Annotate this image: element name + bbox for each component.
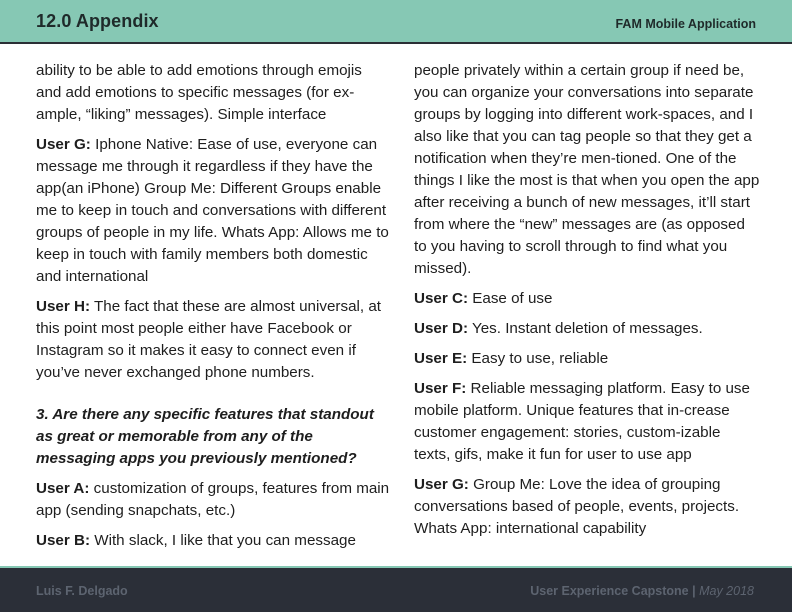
footer-course-info <box>530 584 754 598</box>
user-label: User G: <box>414 476 469 493</box>
response-text: With slack, I like that you can message <box>90 532 356 549</box>
right-column <box>414 60 760 548</box>
left-column <box>36 60 391 560</box>
user-label: User E: <box>414 350 468 367</box>
user-label: User B: <box>36 532 91 549</box>
user-response <box>414 288 760 310</box>
page-footer <box>0 566 792 612</box>
user-response <box>414 318 760 340</box>
user-label: User D: <box>414 320 469 337</box>
question-heading: 3. Are there any specific features that standout as great or memorable from any of the messaging apps you previously mentioned? <box>36 406 374 467</box>
response-text: Ease of use <box>468 290 553 307</box>
document-title: FAM Mobile Application <box>615 17 756 31</box>
user-label: User F: <box>414 380 467 397</box>
section-title: 12.0 Appendix <box>36 11 159 31</box>
author-name: Luis F. Delgado <box>36 584 128 598</box>
page-header <box>0 0 792 44</box>
user-response <box>36 296 391 384</box>
user-response <box>414 348 760 370</box>
response-text: Iphone Native: Ease of use, everyone can message me through it regardless if they have the app(an iPhone) Group Me: Different Groups enable me to keep in touch and conversations with different groups of people in my life. Whats App: Allows me to keep in touch with family members both domestic and international <box>36 136 389 285</box>
user-label: User A: <box>36 480 90 497</box>
user-response <box>36 530 391 552</box>
continued-response: ability to be able to add emotions through emojis and add emotions to specific messages (for ex-ample, “liking” messages). Simple interface <box>36 62 362 123</box>
user-label: User C: <box>414 290 469 307</box>
response-text: The fact that these are almost universal, at this point most people either have Facebook or Instagram so it makes it easy to connect even if you’ve never exchanged phone numbers. <box>36 298 381 381</box>
user-response <box>36 478 391 522</box>
user-label: User G: <box>36 136 91 153</box>
response-text: Yes. Instant deletion of messages. <box>468 320 703 337</box>
footer-date: May 2018 <box>699 584 754 598</box>
user-response <box>36 134 391 288</box>
user-label: User H: <box>36 298 91 315</box>
response-text: Group Me: Love the idea of grouping conversations based of people, events, projects. Whats App: international capability <box>414 476 740 537</box>
continued-response: people privately within a certain group if need be, you can organize your conversations into separate groups by logging into different work-spaces, and I also like that you can tag people so that they get a notification when they’re men-tioned. One of the things I like the most is that when you open the app after receiving a bunch of new messages, it’ll start from where the “new” messages are (as opposed to you having to scroll through to find what you missed). <box>414 62 760 277</box>
user-response <box>414 474 760 540</box>
course-name: User Experience Capstone <box>530 584 689 598</box>
response-text: Easy to use, reliable <box>467 350 609 367</box>
response-text: customization of groups, features from main app (sending snapchats, etc.) <box>36 480 390 519</box>
footer-separator: | <box>688 584 700 598</box>
response-text: Reliable messaging platform. Easy to use mobile platform. Unique features that in-crease customer engagement: stories, custom-izable texts, gifs, make it fun for user to use app <box>414 380 750 463</box>
user-response <box>414 378 760 466</box>
